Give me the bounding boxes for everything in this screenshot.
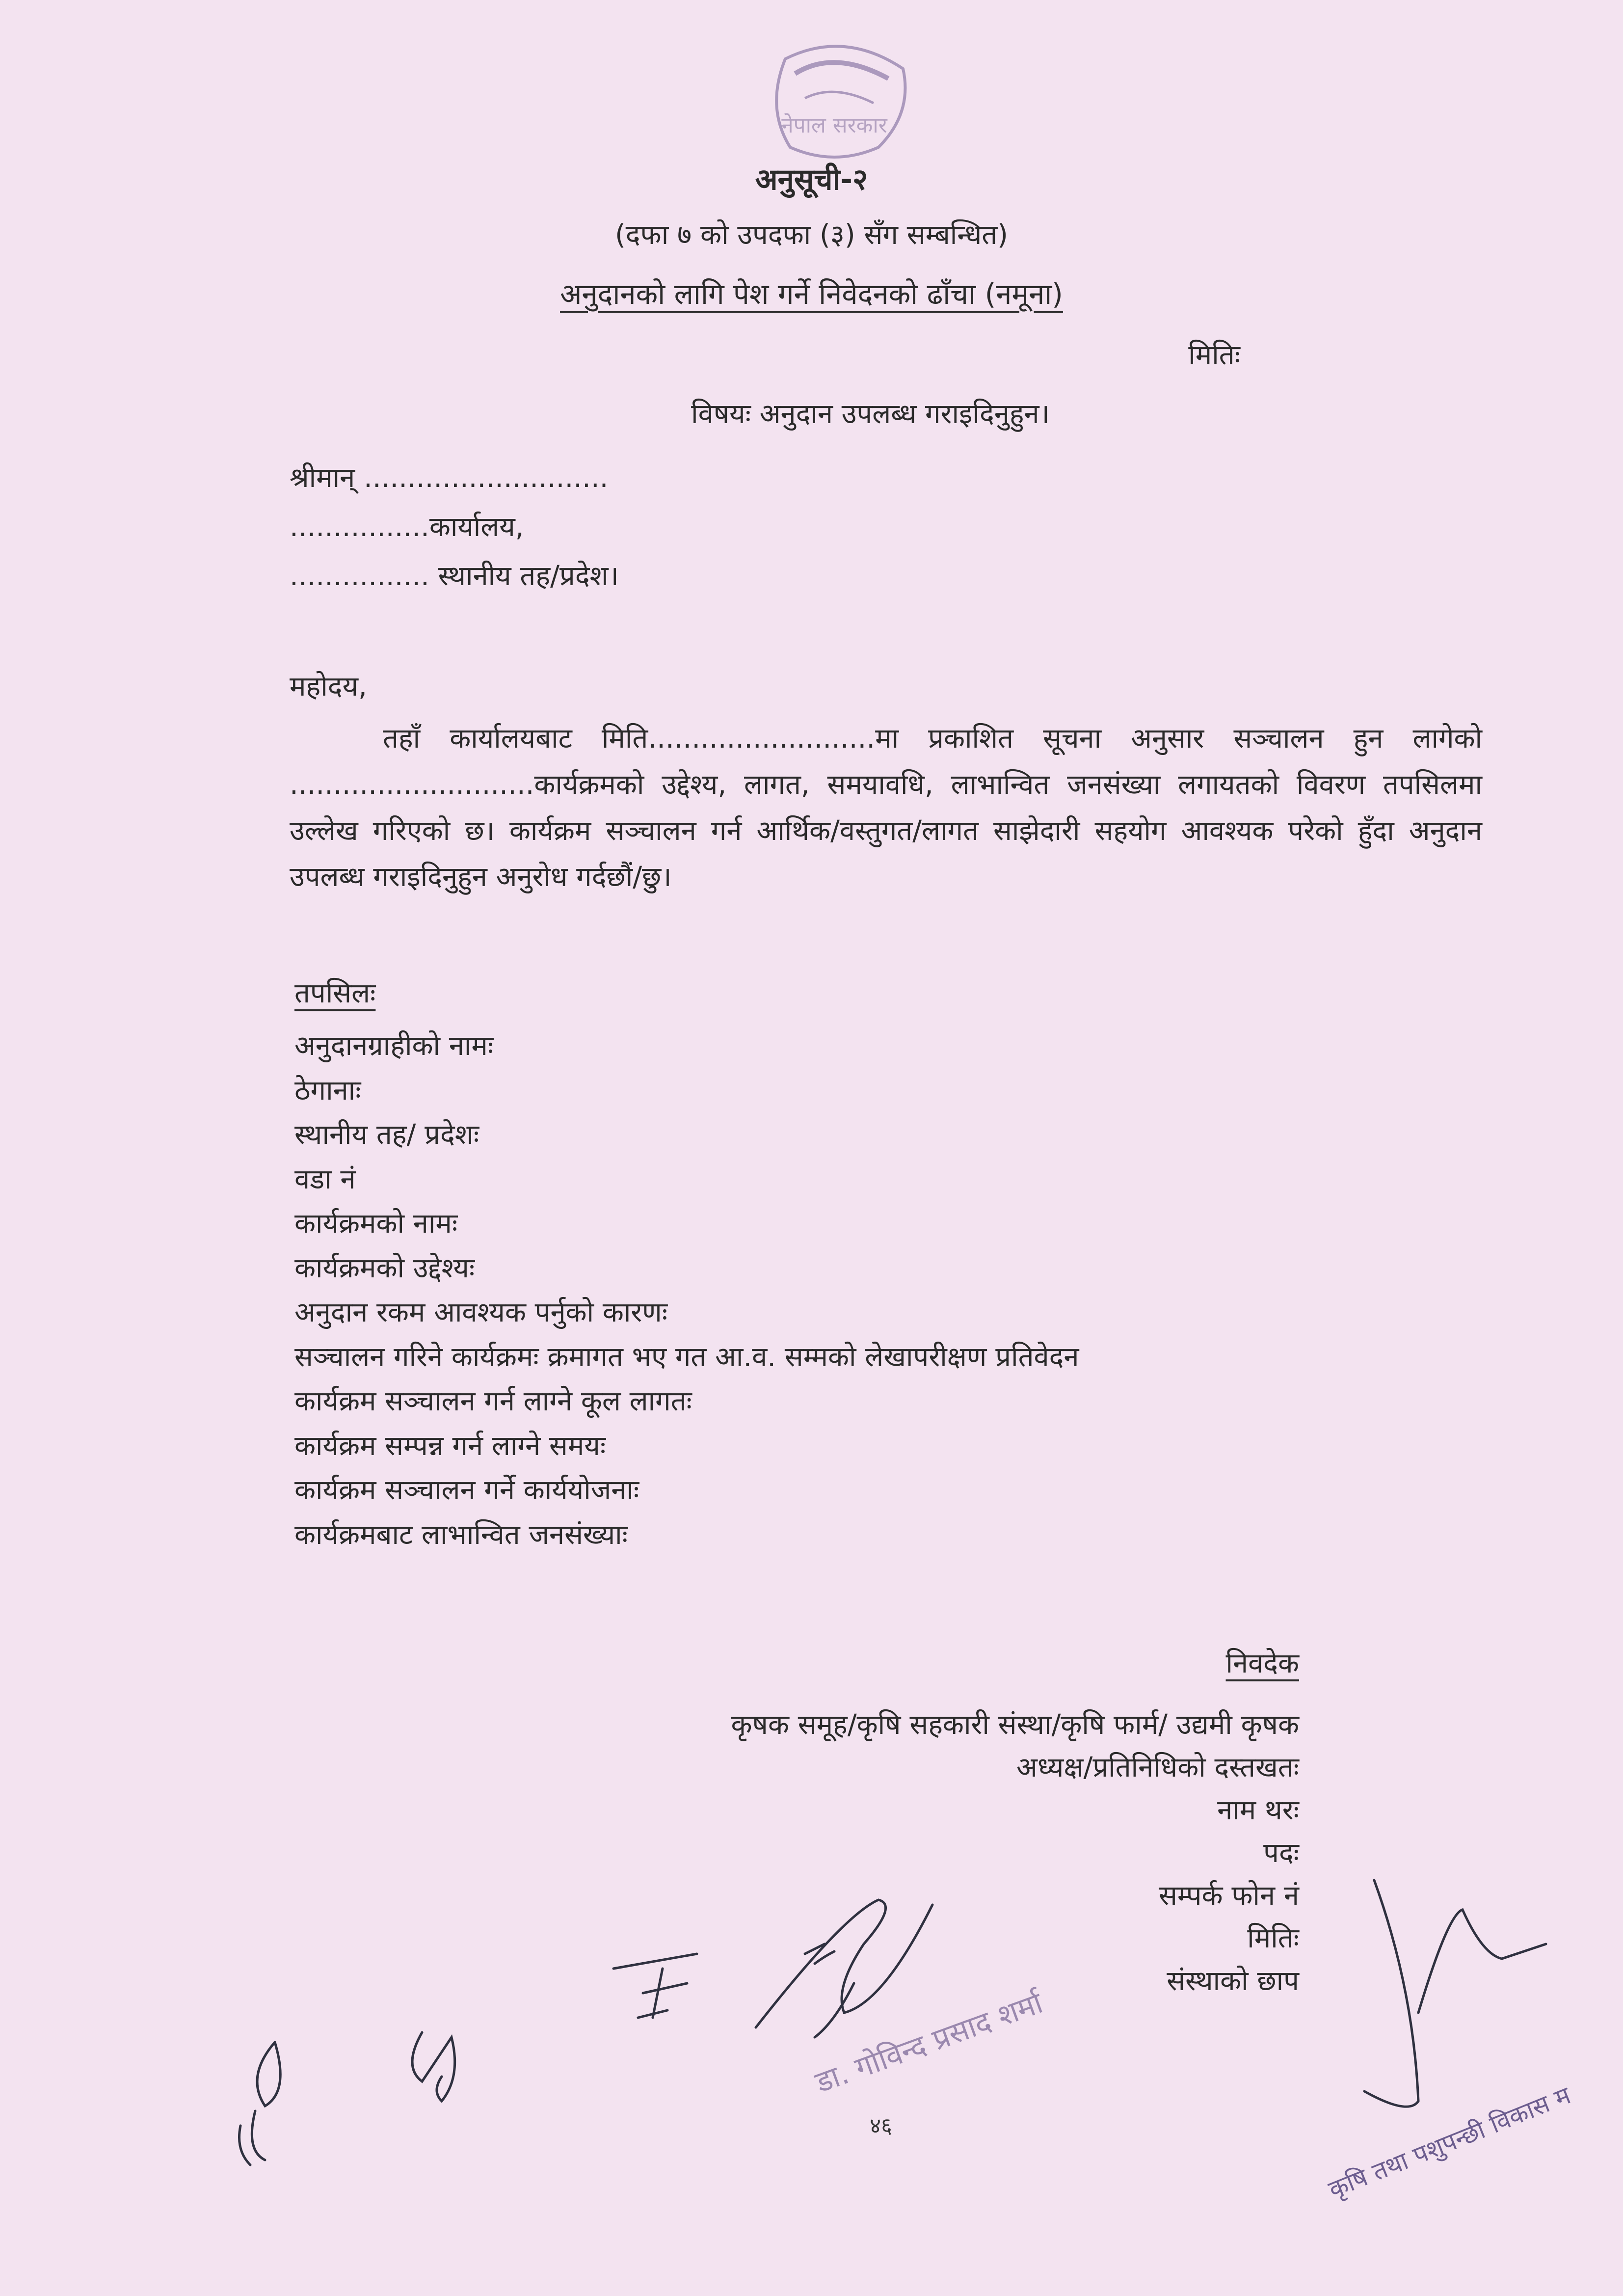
applicant-heading: निवदेक	[1225, 1648, 1299, 1679]
request-paragraph-text: तहाँ कार्यालयबाट मिति..........................मा प्रकाशित सूचना अनुसार सञ्चालन हुन लागेको ............................कार्यक्रमको उद्देश्य, लागत, समयावधि, लाभान्वित जनसंख्या लगायतको विवरण तपसिलमा उल्लेख गरिएको छ। कार्यक्रम सञ्चालन गर्न आर्थिक/वस्तुगत/लागत साझेदारी सहयोग आवश्यक परेको हुँदा अनुदान उपलब्ध गराइदिनुहुन अनुरोध गर्दछौं/छु।	[290, 723, 1482, 893]
detail-item: कार्यक्रम सम्पन्न गर्न लाग्ने समयः	[294, 1430, 606, 1462]
detail-item: कार्यक्रमको नामः	[294, 1208, 458, 1240]
department-stamp: कृषि तथा पशुपन्छी विकास म	[1324, 2080, 1575, 2204]
salutation: महोदय,	[290, 671, 367, 702]
government-seal-icon	[776, 46, 905, 157]
applicant-position-label: पदः	[1263, 1837, 1299, 1869]
signature-center-icon	[756, 1900, 932, 2037]
applicant-seal-label: संस्थाको छाप	[1167, 1965, 1299, 1997]
detail-item: ठेगानाः	[294, 1074, 361, 1107]
applicant-date-label: मितिः	[1247, 1922, 1299, 1954]
details-heading: तपसिलः	[294, 977, 376, 1009]
signature-right-icon	[1364, 1880, 1546, 2107]
address-line-2: ................कार्यालय,	[290, 511, 524, 543]
address-line-3: ................ स्थानीय तह/प्रदेश।	[290, 560, 619, 592]
seal-text: नेपाल सरकार	[781, 113, 887, 138]
subject-line: विषयः अनुदान उपलब्ध गराइदिनुहुन।	[691, 398, 1050, 430]
applicant-signature-label: अध्यक्ष/प्रतिनिधिको दस्तखतः	[1016, 1752, 1299, 1783]
detail-item: सञ्चालन गरिने कार्यक्रमः क्रमागत भए गत आ.व. सम्मको लेखापरीक्षण प्रतिवेदन	[294, 1341, 1079, 1373]
detail-item: कार्यक्रम सञ्चालन गर्ने कार्ययोजनाः	[294, 1474, 639, 1506]
detail-item: कार्यक्रमको उद्देश्यः	[294, 1252, 475, 1284]
detail-item: स्थानीय तह/ प्रदेशः	[294, 1119, 479, 1151]
schedule-title: अनुसूची-२	[755, 162, 868, 197]
address-line-1: श्रीमान् ............................	[290, 462, 609, 494]
applicant-phone-label: सम्पर्क फोन नं	[1159, 1880, 1299, 1912]
detail-item: अनुदानग्राहीको नामः	[294, 1030, 494, 1062]
signature-left-mark-icon	[613, 1954, 697, 2018]
initial-left-icon	[239, 2042, 281, 2165]
applicant-org-types: कृषक समूह/कृषि सहकारी संस्था/कृषि फार्म/ उद्यमी कृषक	[731, 1709, 1299, 1741]
signature-marks	[239, 1880, 1546, 2165]
date-label: मितिः	[1188, 339, 1240, 371]
page-number: ४६	[870, 2113, 892, 2138]
detail-item: कार्यक्रमबाट लाभान्वित जनसंख्याः	[294, 1518, 628, 1551]
schedule-subtitle: (दफा ७ को उपदफा (३) सँग सम्बन्धित)	[614, 219, 1009, 251]
detail-item: वडा नं	[294, 1163, 356, 1195]
initial-second-icon	[412, 2032, 455, 2101]
applicant-name-label: नाम थरः	[1217, 1794, 1299, 1826]
detail-item: कार्यक्रम सञ्चालन गर्न लाग्ने कूल लागतः	[294, 1385, 692, 1417]
signatory-stamp: डा. गोविन्द प्रसाद शर्मा	[811, 1986, 1047, 2100]
form-title: अनुदानको लागि पेश गर्ने निवेदनको ढाँचा (नमूना)	[560, 277, 1063, 311]
detail-item: अनुदान रकम आवश्यक पर्नुको कारणः	[294, 1297, 668, 1328]
